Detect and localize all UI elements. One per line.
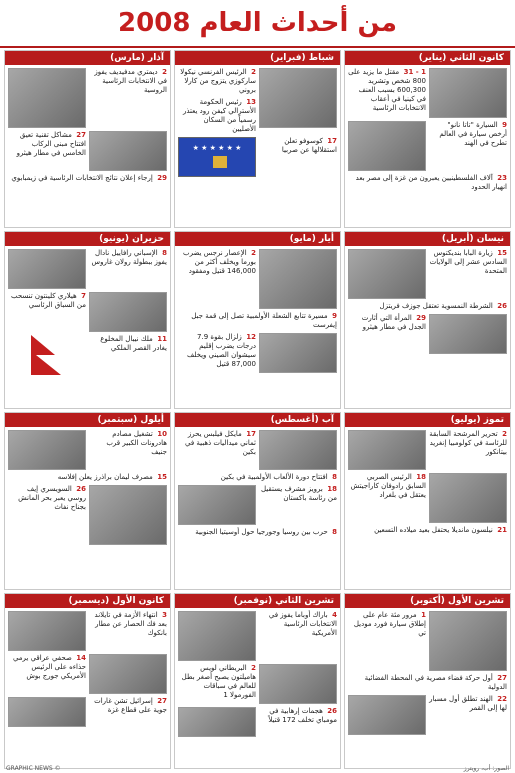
panel-march — [4, 50, 171, 228]
kenya-violence-photo — [429, 68, 507, 118]
event-item: 9 مسيرة تتابع الشعلة الأولمبية تصل إلى قمة جبل إيفرست — [191, 312, 337, 329]
obama-photo — [8, 249, 86, 289]
month-label: آب (أغسطس) — [175, 413, 340, 427]
month-label: حزيران (يونيو) — [5, 232, 170, 246]
panel-september — [4, 412, 171, 590]
hamilton-photo — [259, 664, 337, 704]
panel-january — [344, 50, 511, 228]
event-item: 15 مصرف ليمان براذرز يعلن إفلاسه — [57, 473, 167, 481]
month-label: أيلول (سبتمبر) — [5, 413, 170, 427]
medvedev-putin-caricature — [8, 68, 86, 128]
panel-december — [4, 593, 171, 769]
credit-text: الصور: أب، رويترز — [463, 764, 509, 772]
event-item: 27 مشاكل تقنية تعيق افتتاح مبنى الركاب الخامس في مطار هيثرو — [16, 131, 86, 157]
copyright-text: © GRAPHIC NEWS — [6, 764, 61, 772]
months-grid — [4, 50, 511, 760]
sarkozy-bruni-photo — [259, 68, 337, 128]
month-label: أيار (مايو) — [175, 232, 340, 246]
event-item: 26 هجمات إرهابية في مومباي تخلف 172 قتيلاً — [268, 707, 337, 724]
event-item: 1 مرور مئة عام على إطلاق سيارة فورد موديل تي — [353, 611, 426, 637]
event-item: 2 تحرير المرشحة السابقة للرئاسة في كولومبيا إنغريد بيتانكور — [429, 430, 507, 456]
jetman-photo — [89, 485, 167, 545]
mumbai-photo — [178, 707, 256, 737]
event-item: 15 زيارة البابا بنديكتوس السادس عشر إلى الولايات المتحدة — [429, 249, 507, 275]
event-item: 10 تشغيل مصادم هادرونات الكبير قرب جنيف — [106, 430, 167, 456]
panel-october — [344, 593, 511, 769]
event-item: 18 برويز مشرف يستقيل من رئاسة باكستان — [260, 485, 337, 502]
title-bar — [0, 0, 515, 48]
musharraf-photo — [178, 485, 256, 525]
bangkok-photo — [8, 611, 86, 651]
event-item: 9 السيارة "تاتا نانو" أرخص سيارة في العالم تطرح في الهند — [439, 121, 507, 147]
month-label: شباط (فبراير) — [175, 51, 340, 65]
event-item: 21 نيلسون مانديلا يحتفل بعيد ميلاده التسعين — [374, 526, 507, 534]
lhc-photo — [8, 430, 86, 470]
event-item: 1 - 31 مقتل ما يزيد على 800 شخص وتشريد 600,300 بسبب العنف في كينيا في أعقاب الانتخابات الرئاسية — [348, 68, 426, 112]
event-item: 8 حرب بين روسيا وجورجيا حول أوسيتيا الجنوبية — [195, 528, 337, 536]
model-t-photo — [429, 611, 507, 671]
panel-november — [174, 593, 341, 769]
event-item: 23 آلاف الفلسطينيين يعبرون من غزة إلى مصر بعد انهيار الحدود — [355, 174, 507, 191]
event-item: 11 ملك نيبال المخلوع يغادر القصر الملكي — [100, 335, 167, 352]
heathrow-photo — [89, 131, 167, 171]
month-label: نيسان (أبريل) — [345, 232, 510, 246]
page-title: من أحداث العام 2008 — [118, 8, 397, 38]
event-item: 17 كوسوفو تعلن استقلالها عن صربيا — [281, 137, 337, 154]
sichuan-quake-photo — [259, 333, 337, 373]
panel-june — [4, 231, 171, 409]
panel-may — [174, 231, 341, 409]
tata-nano-photo — [348, 121, 426, 171]
event-item: 7 هيلاري كلينتون تنسحب من السباق الرئاسي — [10, 292, 86, 309]
heathrow-woman-photo — [429, 314, 507, 354]
phelps-swimming-photo — [259, 430, 337, 470]
event-item: 26 الشرطة النمسوية تعتقل جوزف فريتزل — [379, 302, 507, 310]
panel-august — [174, 412, 341, 590]
month-label: تموز (يوليو) — [345, 413, 510, 427]
event-item: 2 الإعصار نرجس يضرب بورما ويخلف أكثر من 146,000 قتيل ومفقود — [183, 249, 256, 275]
event-item: 2 ديمتري مدفيديف يفوز في الانتخابات الرئاسية الروسية — [94, 68, 167, 94]
event-item: 26 السويسري إيف روسي يعبر بحر المانش بجناح نفاث — [18, 485, 86, 511]
event-item: 27 إسرائيل تشن غارات جوية على قطاع غزة — [94, 697, 167, 714]
month-label: كانون الأول (ديسمبر) — [5, 594, 170, 608]
event-item: 3 انتهاء الأزمة في تايلاند بعد فك الحصار عن مطار بانكوك — [94, 611, 167, 637]
cyclone-nargis-photo — [259, 249, 337, 309]
pope-photo — [348, 249, 426, 299]
event-item: 8 الإسباني رافاييل نادال يفوز ببطولة رولان غاروس — [91, 249, 167, 266]
event-item: 29 إرجاء إعلان نتائج الانتخابات الرئاسية في زيمبابوي — [11, 174, 167, 182]
event-item: 14 صحفي عراقي يرمي حذاءه على الرئيس الأمريكي جورج بوش — [12, 654, 86, 680]
karadzic-photo — [429, 473, 507, 523]
event-item: 29 المرأة التي أثارت الجدل في مطار هيثرو — [361, 314, 426, 331]
month-label: آذار (مارس) — [5, 51, 170, 65]
event-item: 13 رئيس الحكومة الأسترالي كيفن رود يعتذر رسمياً من السكان الأصليين — [182, 98, 256, 133]
nepal-flag-icon — [31, 335, 63, 375]
panel-april — [344, 231, 511, 409]
shoe-throwing-photo — [89, 654, 167, 694]
panel-february — [174, 50, 341, 228]
gaza-photo — [8, 697, 86, 727]
obama-seal-photo — [178, 611, 256, 661]
event-item: 22 الهند تطلق أول مسبار لها إلى القمر — [429, 695, 507, 712]
month-label: تشرين الأول (أكتوبر) — [345, 594, 510, 608]
nadal-photo — [89, 292, 167, 332]
event-item: 4 باراك أوباما يفوز في الانتخابات الرئاسية الأمريكية — [268, 611, 337, 637]
event-item: 17 مايكل فيلبس يحرز ثماني ميداليات ذهبية في بكين — [184, 430, 256, 456]
betancourt-photo — [348, 430, 426, 470]
event-item: 12 زلزال بقوة 7.9 درجات يضرب إقليم سيشوان الصيني ويخلف 87,000 قتيل — [187, 333, 256, 368]
event-item: 2 الرئيس الفرنسي نيكولا ساركوزي يتزوج من كارلا بروني — [180, 68, 256, 94]
month-label: تشرين الثاني (نوفمبر) — [175, 594, 340, 608]
event-item: 27 أول حركة فضاء مصرية في المحطة الفضائية الدولية — [364, 674, 507, 691]
kosovo-flag-icon — [178, 137, 256, 177]
event-item: 2 البريطاني لويس هاميلتون يصبح أصغر بطل للعالم في سباقات الفورمولا 1 — [181, 664, 256, 699]
event-item: 18 الرئيس الصربي السابق رادوفان كاراجيتش يعتقل في بلغراد — [350, 473, 426, 499]
footer — [0, 763, 515, 773]
panel-july — [344, 412, 511, 590]
event-item: 8 افتتاح دورة الألعاب الأولمبية في بكين — [220, 473, 337, 481]
rocket-photo — [348, 695, 426, 735]
month-label: كانون الثاني (يناير) — [345, 51, 510, 65]
